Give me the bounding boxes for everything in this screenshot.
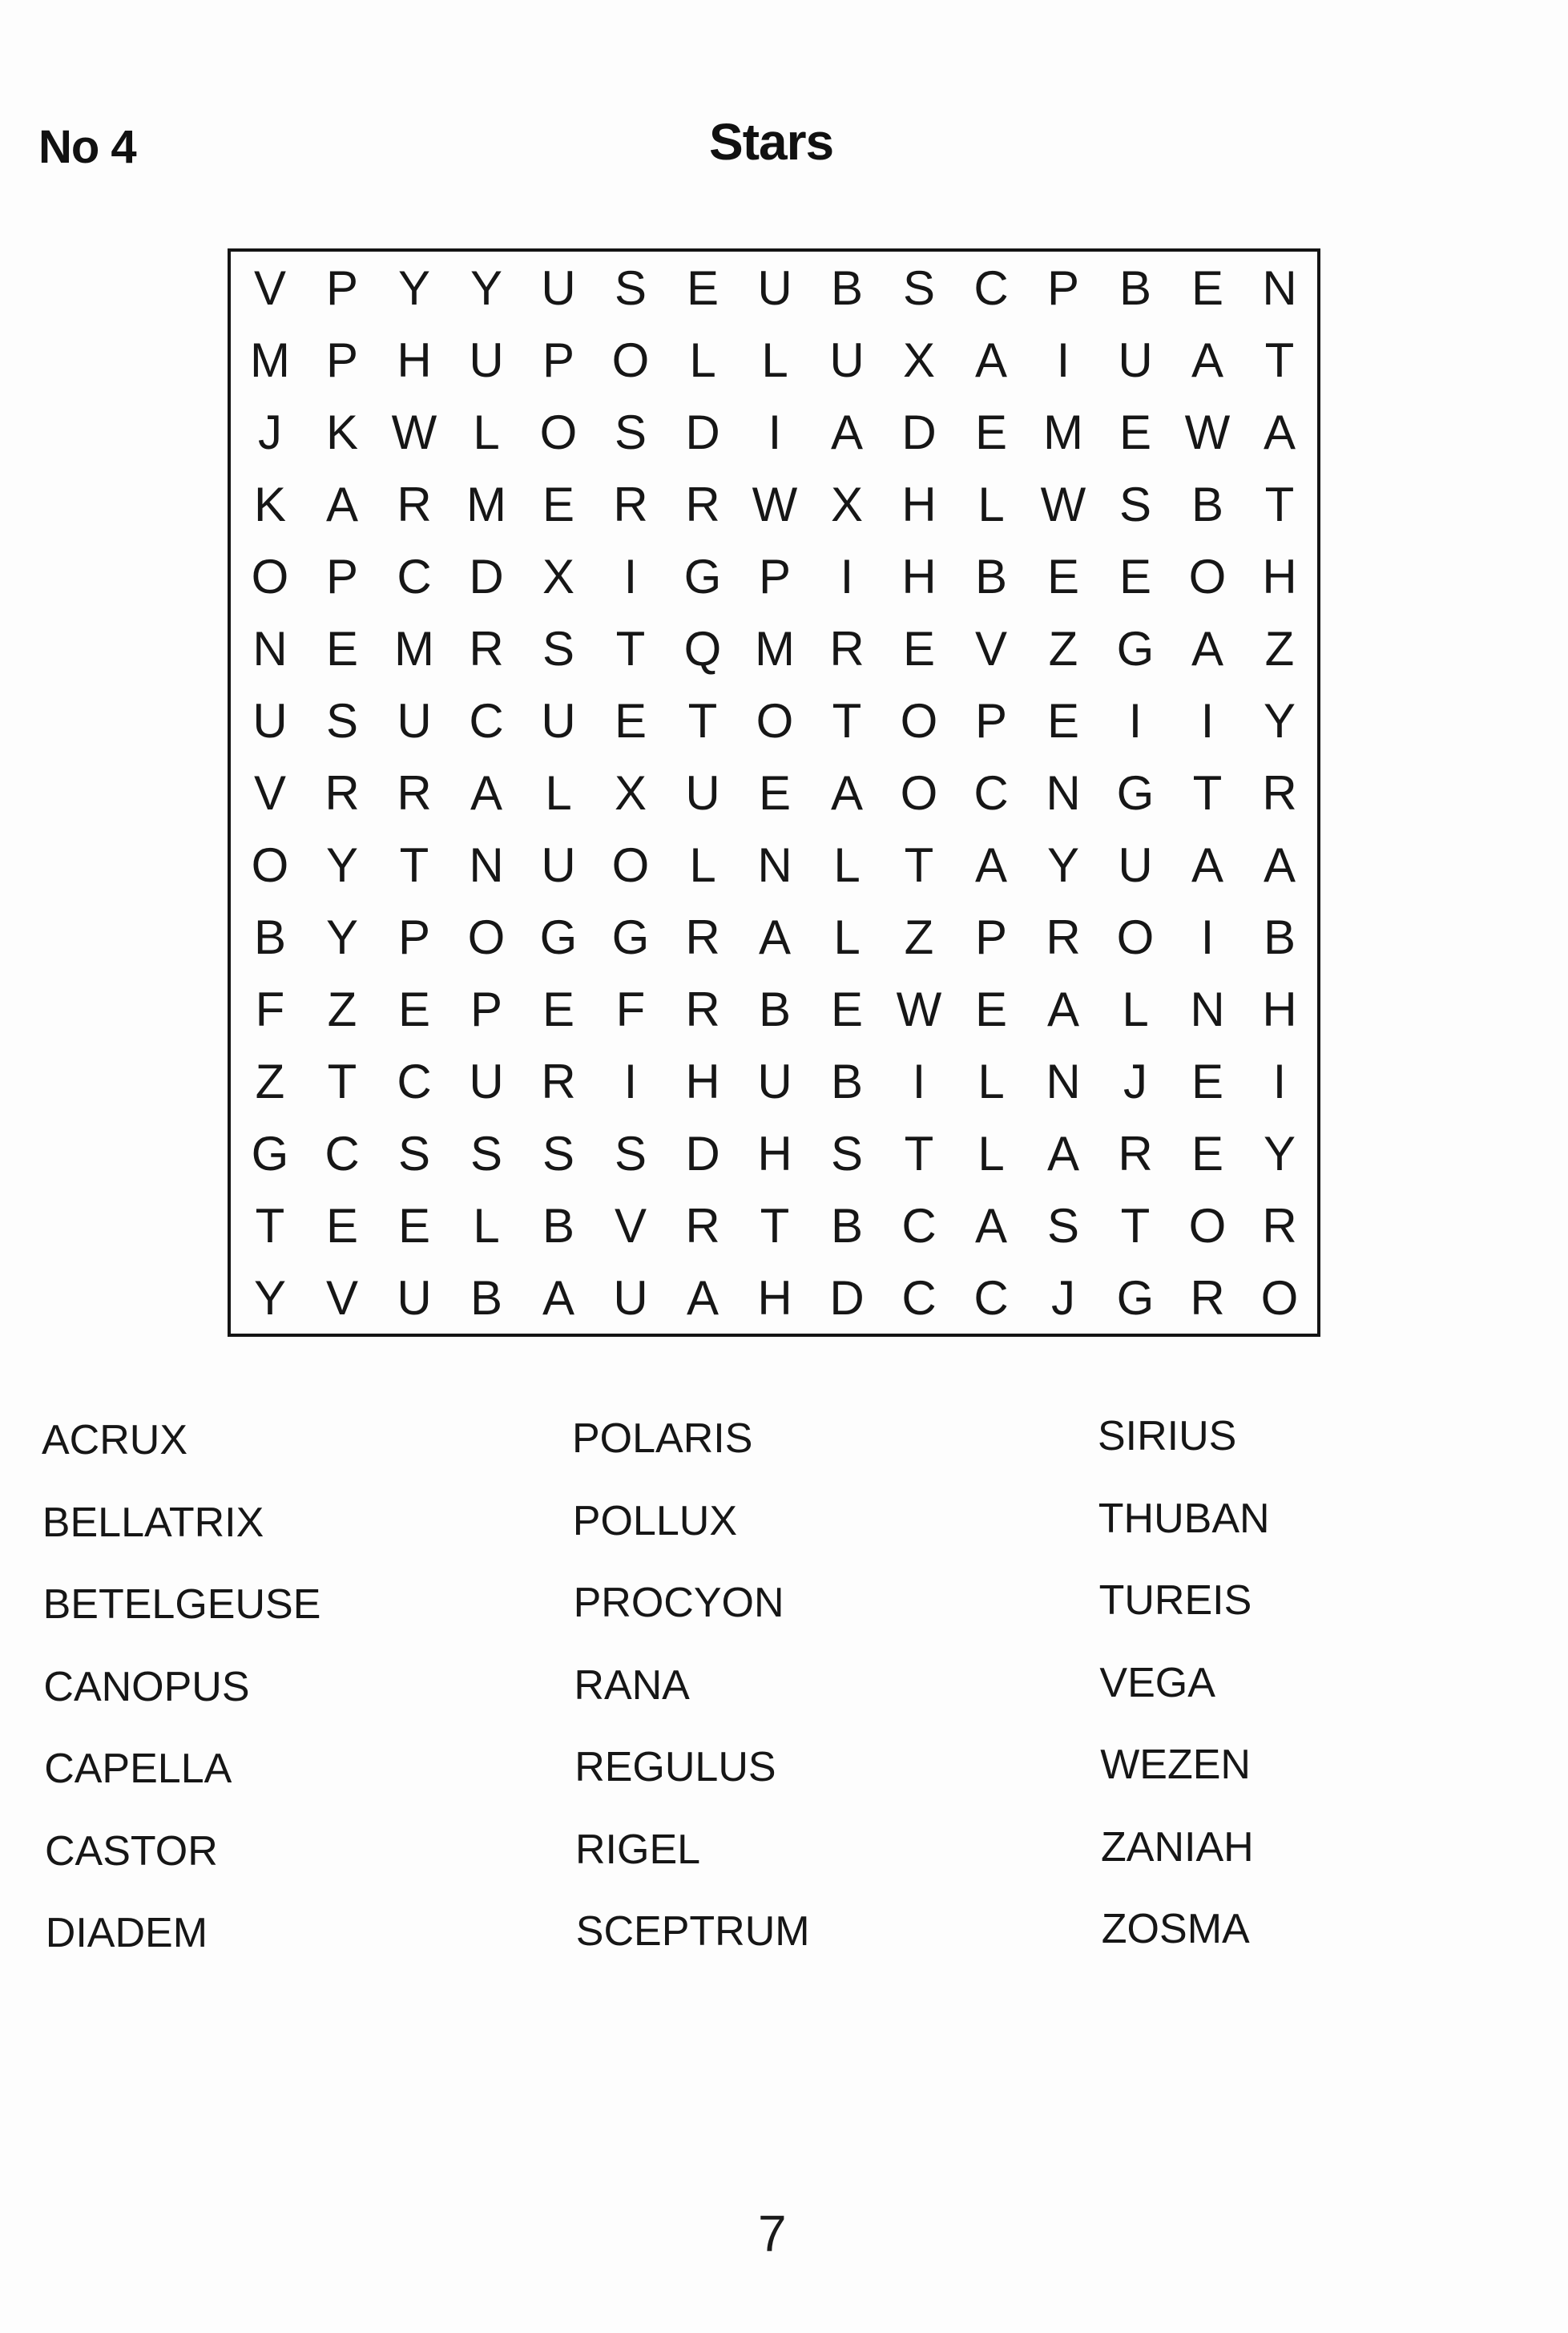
grid-cell[interactable]: L	[977, 1127, 1005, 1181]
grid-cell[interactable]: N	[757, 838, 792, 892]
word-list-item: ZANIAH	[1101, 1823, 1254, 1871]
grid-cell[interactable]: N	[1262, 261, 1297, 315]
grid-cell[interactable]: P	[1046, 261, 1080, 315]
grid-cell[interactable]: C	[973, 261, 1009, 315]
page-number: 7	[758, 2205, 787, 2262]
grid-cell[interactable]: T	[615, 622, 646, 676]
grid-cell[interactable]: S	[325, 694, 359, 748]
grid-cell[interactable]: L	[833, 910, 861, 964]
puzzle-title: Stars	[709, 113, 834, 171]
grid-cell[interactable]: R	[1262, 766, 1297, 820]
grid-cell[interactable]: O	[467, 910, 506, 964]
grid-cell[interactable]: U	[541, 694, 576, 748]
grid-cell[interactable]: I	[1272, 1055, 1287, 1108]
grid-cell[interactable]: A	[974, 838, 1008, 892]
grid-cell[interactable]: G	[1116, 766, 1155, 820]
grid-cell[interactable]: W	[1040, 478, 1086, 531]
grid-cell[interactable]: E	[397, 1199, 431, 1253]
grid-cell[interactable]: R	[397, 766, 432, 820]
grid-cell[interactable]: R	[469, 622, 504, 676]
grid-cell[interactable]: O	[251, 550, 289, 603]
grid-cell[interactable]: L	[761, 333, 788, 387]
grid-cell[interactable]: L	[545, 766, 572, 820]
word-list-item: REGULUS	[574, 1744, 776, 1790]
grid-cell[interactable]: E	[397, 983, 431, 1036]
grid-cell[interactable]: Z	[255, 1055, 285, 1108]
grid-cell[interactable]: E	[1046, 550, 1080, 603]
grid-cell[interactable]: W	[391, 406, 437, 459]
grid-cell[interactable]: O	[1116, 910, 1155, 964]
grid-cell[interactable]: F	[615, 983, 646, 1036]
grid-cell[interactable]: H	[757, 1127, 792, 1181]
grid-cell[interactable]: L	[833, 838, 861, 892]
grid-cell[interactable]: R	[685, 478, 720, 531]
grid-cell[interactable]: A	[1191, 838, 1224, 892]
grid-cell[interactable]: K	[253, 478, 287, 531]
grid-cell[interactable]: G	[539, 910, 578, 964]
grid-cell[interactable]: C	[469, 694, 504, 748]
grid-cell[interactable]: U	[757, 1055, 792, 1108]
grid-cell[interactable]: Y	[397, 261, 431, 315]
grid-cell[interactable]: V	[325, 1271, 359, 1325]
grid-cell[interactable]: S	[470, 1127, 503, 1181]
grid-cell[interactable]: N	[1190, 983, 1225, 1036]
grid-cell[interactable]: U	[757, 261, 792, 315]
grid-cell[interactable]: P	[758, 550, 792, 603]
grid-cell[interactable]: U	[613, 1271, 648, 1325]
grid-cell[interactable]: E	[614, 694, 647, 748]
grid-cell[interactable]: A	[1191, 622, 1224, 676]
grid-cell[interactable]: P	[974, 694, 1008, 748]
grid-cell[interactable]: B	[830, 1055, 864, 1108]
grid-cell[interactable]: E	[974, 983, 1008, 1036]
grid-cell[interactable]: U	[469, 1055, 504, 1108]
grid-cell[interactable]: Y	[325, 910, 359, 964]
grid-cell[interactable]: U	[829, 333, 865, 387]
grid-cell[interactable]: E	[1119, 406, 1152, 459]
grid-cell[interactable]: L	[977, 1055, 1005, 1108]
grid-cell[interactable]: Z	[327, 983, 357, 1036]
grid-cell[interactable]: Y	[1046, 838, 1080, 892]
grid-cell[interactable]: V	[253, 766, 287, 820]
word-list-item: PROCYON	[573, 1580, 784, 1626]
grid-cell[interactable]: E	[830, 983, 864, 1036]
grid-cell[interactable]: I	[840, 550, 854, 603]
grid-cell[interactable]: T	[327, 1055, 357, 1108]
grid-cell[interactable]: T	[1264, 333, 1295, 387]
grid-cell[interactable]: J	[1051, 1271, 1075, 1325]
grid-cell[interactable]: A	[974, 333, 1008, 387]
grid-cell[interactable]: K	[325, 406, 359, 459]
grid-cell[interactable]: B	[253, 910, 287, 964]
word-list-item: SIRIUS	[1098, 1413, 1237, 1459]
grid-cell[interactable]: J	[258, 406, 282, 459]
grid-cell[interactable]: L	[977, 478, 1005, 531]
grid-cell[interactable]: B	[470, 1271, 503, 1325]
word-list-item: VEGA	[1099, 1659, 1215, 1706]
grid-cell[interactable]: C	[397, 550, 432, 603]
grid-cell[interactable]: A	[686, 1271, 720, 1325]
grid-cell[interactable]: M	[1043, 406, 1083, 459]
grid-cell[interactable]: B	[830, 261, 864, 315]
word-list-item: CAPELLA	[44, 1746, 232, 1792]
grid-cell[interactable]: I	[623, 550, 638, 603]
word-list-item: THUBAN	[1098, 1495, 1270, 1542]
word-search-grid-frame	[228, 248, 1320, 1337]
grid-cell[interactable]: C	[324, 1127, 360, 1181]
grid-cell[interactable]: T	[687, 694, 718, 748]
puzzle-number: No 4	[38, 121, 136, 173]
grid-cell[interactable]: H	[685, 1055, 720, 1108]
grid-cell[interactable]: X	[830, 478, 864, 531]
grid-cell[interactable]: J	[1123, 1055, 1147, 1108]
grid-cell[interactable]: R	[541, 1055, 576, 1108]
grid-cell[interactable]: U	[252, 694, 288, 748]
grid-cell[interactable]: H	[901, 478, 937, 531]
grid-cell[interactable]: N	[252, 622, 288, 676]
grid-cell[interactable]: S	[1119, 478, 1152, 531]
grid-cell[interactable]: R	[613, 478, 648, 531]
grid-cell[interactable]: E	[542, 983, 575, 1036]
grid-cell[interactable]: B	[1119, 261, 1152, 315]
grid-cell[interactable]: E	[542, 478, 575, 531]
grid-cell[interactable]: C	[397, 1055, 432, 1108]
grid-cell[interactable]: B	[830, 1199, 864, 1253]
grid-cell[interactable]: L	[473, 1199, 500, 1253]
grid-cell[interactable]: B	[1191, 478, 1224, 531]
grid-cell[interactable]: O	[611, 838, 650, 892]
word-list-item: POLARIS	[572, 1415, 753, 1462]
word-list-item: CANOPUS	[43, 1663, 250, 1710]
grid-cell[interactable]: U	[397, 694, 432, 748]
grid-cell[interactable]: U	[541, 838, 576, 892]
word-list-item: TUREIS	[1098, 1577, 1252, 1624]
grid-cell[interactable]: I	[1056, 333, 1070, 387]
grid-cell[interactable]: O	[539, 406, 578, 459]
grid-cell[interactable]: W	[752, 478, 798, 531]
grid-cell[interactable]: W	[1184, 406, 1231, 459]
grid-cell[interactable]: R	[397, 478, 432, 531]
grid-cell[interactable]: A	[758, 910, 792, 964]
grid-cell[interactable]: V	[974, 622, 1008, 676]
grid-cell[interactable]: L	[689, 333, 716, 387]
word-list-item: DIADEM	[45, 1910, 208, 1956]
grid-cell[interactable]: H	[397, 333, 432, 387]
grid-cell[interactable]: I	[768, 406, 782, 459]
grid-cell[interactable]: O	[1260, 1271, 1299, 1325]
grid-cell[interactable]: C	[901, 1271, 937, 1325]
grid-cell[interactable]: E	[1046, 694, 1080, 748]
grid-cell[interactable]: E	[686, 261, 720, 315]
grid-cell[interactable]: B	[1263, 910, 1296, 964]
grid-cell[interactable]: U	[685, 766, 720, 820]
grid-cell[interactable]: Y	[1263, 694, 1296, 748]
grid-cell[interactable]: R	[685, 983, 720, 1036]
grid-cell[interactable]: S	[542, 622, 575, 676]
grid-cell[interactable]: A	[1263, 406, 1296, 459]
grid-cell[interactable]: B	[974, 550, 1008, 603]
grid-cell[interactable]: E	[1119, 550, 1152, 603]
grid-cell[interactable]: G	[1116, 622, 1155, 676]
grid-cell[interactable]: H	[757, 1271, 792, 1325]
grid-cell[interactable]: X	[614, 766, 647, 820]
grid-cell[interactable]: O	[900, 766, 938, 820]
grid-cell[interactable]: Z	[1048, 622, 1078, 676]
grid-cell[interactable]: T	[904, 838, 934, 892]
grid-cell[interactable]: T	[1120, 1199, 1151, 1253]
grid-cell[interactable]: Y	[253, 1271, 287, 1325]
grid-cell[interactable]: U	[469, 333, 504, 387]
grid-cell[interactable]: C	[973, 766, 1009, 820]
grid-cell[interactable]: P	[542, 333, 575, 387]
grid-cell[interactable]: S	[614, 1127, 647, 1181]
grid-cell[interactable]: B	[758, 983, 792, 1036]
grid-cell[interactable]: Q	[683, 622, 722, 676]
grid-cell[interactable]: H	[901, 550, 937, 603]
grid-cell[interactable]: A	[1046, 1127, 1080, 1181]
grid-cell[interactable]: S	[614, 406, 647, 459]
grid-cell[interactable]: L	[689, 838, 716, 892]
grid-cell[interactable]: O	[251, 838, 289, 892]
word-list-item: CASTOR	[45, 1827, 218, 1875]
grid-cell[interactable]: O	[1188, 1199, 1227, 1253]
grid-cell[interactable]: R	[324, 766, 360, 820]
grid-cell[interactable]: F	[255, 983, 285, 1036]
grid-cell[interactable]: M	[250, 333, 290, 387]
grid-cell[interactable]: I	[623, 1055, 638, 1108]
grid-cell[interactable]: E	[325, 1199, 359, 1253]
grid-cell[interactable]: V	[614, 1199, 647, 1253]
grid-cell[interactable]: D	[469, 550, 504, 603]
grid-cell[interactable]: A	[1263, 838, 1296, 892]
grid-cell[interactable]: D	[685, 406, 720, 459]
grid-cell[interactable]: B	[542, 1199, 575, 1253]
grid-cell[interactable]: N	[1046, 1055, 1081, 1108]
grid-cell[interactable]: P	[325, 550, 359, 603]
grid-cell[interactable]: R	[1262, 1199, 1297, 1253]
grid-cell[interactable]: S	[830, 1127, 864, 1181]
grid-cell[interactable]: O	[1188, 550, 1227, 603]
grid-cell[interactable]: T	[399, 838, 429, 892]
grid-cell[interactable]: R	[1190, 1271, 1225, 1325]
grid-cell[interactable]: N	[1046, 766, 1081, 820]
grid-cell[interactable]: Y	[470, 261, 503, 315]
grid-cell[interactable]: P	[974, 910, 1008, 964]
grid-cell[interactable]: V	[253, 261, 287, 315]
grid-cell[interactable]: R	[829, 622, 865, 676]
grid-cell[interactable]: D	[685, 1127, 720, 1181]
word-list-item: WEZEN	[1100, 1742, 1251, 1788]
grid-cell[interactable]: R	[1046, 910, 1081, 964]
grid-cell[interactable]: T	[1264, 478, 1295, 531]
word-list-item: RANA	[574, 1661, 690, 1709]
grid-cell[interactable]: A	[830, 406, 864, 459]
grid-cell[interactable]: T	[760, 1199, 790, 1253]
grid-cell[interactable]: X	[542, 550, 575, 603]
grid-cell[interactable]: E	[902, 622, 936, 676]
grid-cell[interactable]: N	[469, 838, 504, 892]
grid-cell[interactable]: G	[611, 910, 650, 964]
grid-cell[interactable]: R	[685, 910, 720, 964]
grid-cell[interactable]: A	[974, 1199, 1008, 1253]
grid-cell[interactable]: O	[611, 333, 650, 387]
word-list-item: POLLUX	[572, 1497, 738, 1544]
grid-cell[interactable]: C	[901, 1199, 937, 1253]
word-list-item: RIGEL	[575, 1826, 701, 1873]
grid-cell[interactable]: C	[973, 1271, 1009, 1325]
word-list-item: ZOSMA	[1101, 1906, 1250, 1952]
grid-cell[interactable]: A	[1191, 333, 1224, 387]
grid-cell[interactable]: I	[1200, 694, 1215, 748]
grid-cell[interactable]: R	[1118, 1127, 1153, 1181]
word-list-item: ACRUX	[42, 1417, 188, 1463]
grid-cell[interactable]: U	[1118, 838, 1153, 892]
grid-cell[interactable]: O	[900, 694, 938, 748]
grid-cell[interactable]: E	[758, 766, 792, 820]
grid-cell[interactable]: T	[255, 1199, 285, 1253]
grid-cell[interactable]: A	[542, 1271, 575, 1325]
grid-cell[interactable]: P	[470, 983, 503, 1036]
grid-cell[interactable]: P	[325, 261, 359, 315]
grid-cell[interactable]: G	[683, 550, 722, 603]
word-list-item: BELLATRIX	[42, 1499, 264, 1546]
grid-cell[interactable]: Z	[1264, 622, 1295, 676]
word-list-item: BETELGEUSE	[42, 1581, 321, 1628]
grid-cell[interactable]: E	[1191, 261, 1224, 315]
grid-cell[interactable]: E	[1191, 1055, 1224, 1108]
grid-cell[interactable]: G	[1116, 1271, 1155, 1325]
grid-cell[interactable]: S	[1046, 1199, 1080, 1253]
grid-cell[interactable]: L	[1122, 983, 1149, 1036]
grid-cell[interactable]: U	[541, 261, 576, 315]
grid-cell[interactable]: S	[397, 1127, 431, 1181]
grid-cell[interactable]: O	[756, 694, 794, 748]
grid-cell[interactable]: S	[902, 261, 936, 315]
grid-cell[interactable]: P	[325, 333, 359, 387]
grid-cell[interactable]: T	[904, 1127, 934, 1181]
word-search-grid	[234, 252, 1316, 1334]
grid-cell[interactable]: M	[394, 622, 434, 676]
grid-cell[interactable]: I	[1128, 694, 1143, 748]
grid-cell[interactable]: L	[473, 406, 500, 459]
grid-cell[interactable]: Y	[325, 838, 359, 892]
grid-cell[interactable]: U	[1118, 333, 1153, 387]
grid-cell[interactable]: X	[902, 333, 936, 387]
grid-cell[interactable]: I	[912, 1055, 926, 1108]
grid-cell[interactable]: H	[1262, 983, 1297, 1036]
grid-cell[interactable]: A	[1046, 983, 1080, 1036]
grid-cell[interactable]: T	[1192, 766, 1223, 820]
grid-cell[interactable]: S	[542, 1127, 575, 1181]
grid-cell[interactable]: P	[397, 910, 431, 964]
grid-cell[interactable]: U	[397, 1271, 432, 1325]
grid-cell[interactable]: D	[901, 406, 937, 459]
grid-cell[interactable]: E	[325, 622, 359, 676]
grid-cell[interactable]: M	[755, 622, 795, 676]
grid-cell[interactable]: D	[829, 1271, 865, 1325]
grid-cell[interactable]: E	[974, 406, 1008, 459]
grid-cell[interactable]: G	[251, 1127, 289, 1181]
grid-cell[interactable]: R	[685, 1199, 720, 1253]
grid-cell[interactable]: Z	[904, 910, 934, 964]
word-list-item: SCEPTRUM	[575, 1908, 810, 1955]
grid-cell[interactable]: S	[614, 261, 647, 315]
grid-cell[interactable]: A	[325, 478, 359, 531]
grid-cell[interactable]: T	[832, 694, 862, 748]
grid-cell[interactable]: H	[1262, 550, 1297, 603]
grid-cell[interactable]: A	[830, 766, 864, 820]
grid-cell[interactable]: W	[896, 983, 942, 1036]
grid-cell[interactable]: A	[470, 766, 503, 820]
grid-cell[interactable]: Y	[1263, 1127, 1296, 1181]
grid-cell[interactable]: M	[466, 478, 506, 531]
grid-cell[interactable]: E	[1191, 1127, 1224, 1181]
grid-cell[interactable]: I	[1200, 910, 1215, 964]
